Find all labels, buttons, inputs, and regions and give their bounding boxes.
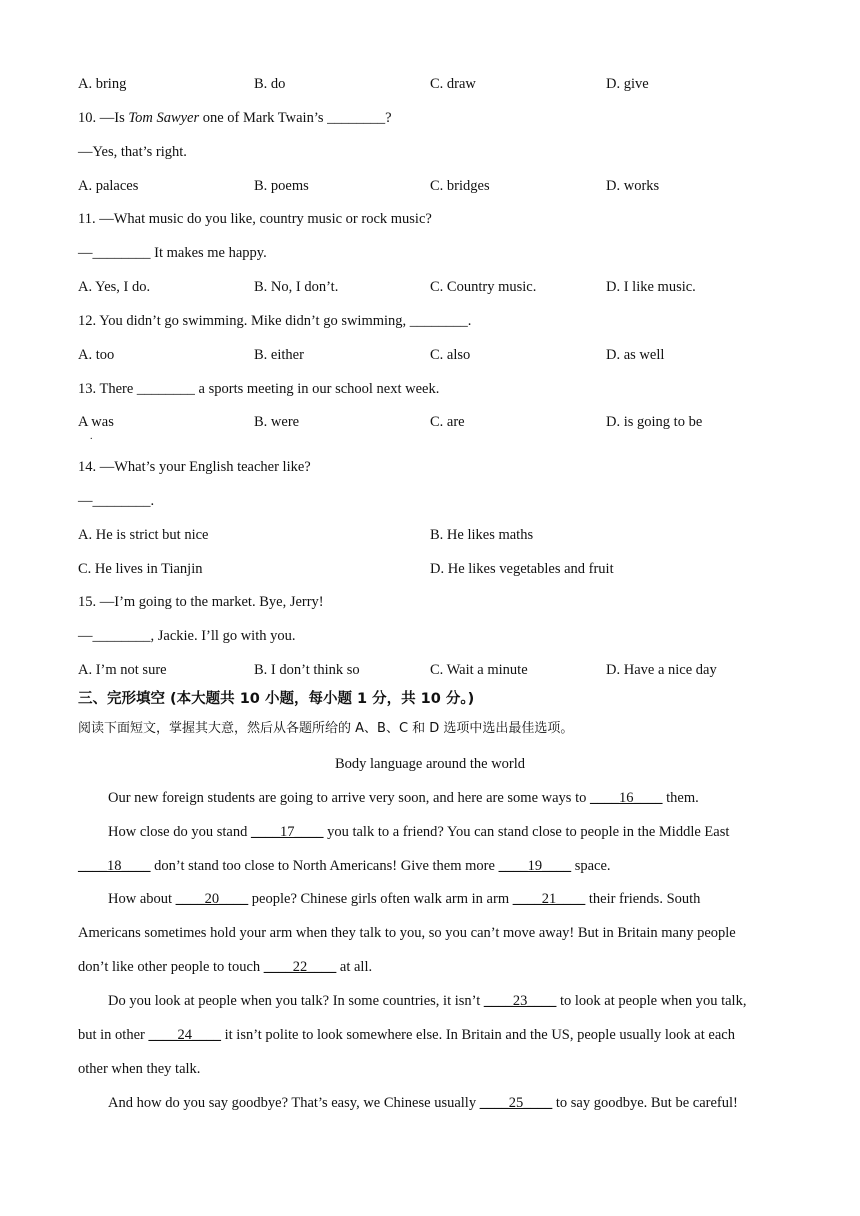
q9-option-c: C. draw bbox=[430, 76, 476, 92]
section-heading: 三、完形填空 (本大题共 10 小题，每小题 1 分，共 10 分。) bbox=[78, 691, 475, 707]
q13-question: 13. There ________ a sports meeting in our school next week. bbox=[78, 381, 440, 397]
passage-line-10: And how do you say goodbye? That’s easy, we Chinese usually ____25____ to say goodbye. But be careful! bbox=[108, 1095, 738, 1111]
q11-option-a: A. Yes, I do. bbox=[78, 279, 151, 295]
q13-option-b: B. were bbox=[254, 414, 300, 430]
blank-17: ____17____ bbox=[250, 824, 324, 840]
blank-18: ____18____ bbox=[78, 858, 151, 874]
blank-16: ____16____ bbox=[589, 790, 663, 806]
blank-24: ____24____ bbox=[148, 1027, 221, 1043]
q12-option-d: D. as well bbox=[606, 347, 665, 363]
passage-title: Body language around the world bbox=[334, 756, 526, 772]
blank-25: ____25____ bbox=[479, 1095, 553, 1111]
blank-23: ____23____ bbox=[483, 993, 557, 1009]
q9-option-d: D. give bbox=[606, 76, 649, 92]
q15-question: 15. —I’m going to the market. Bye, Jerry! bbox=[78, 594, 324, 610]
passage-line-6: don’t like other people to touch ____22____ at all. bbox=[78, 959, 373, 975]
q13-option-d: D. is going to be bbox=[606, 414, 703, 430]
section-instruction: 阅读下面短文，掌握其大意，然后从各题所给的 A、B、C 和 D 选项中选出最佳选项。 bbox=[78, 721, 574, 736]
q12-question: 12. You didn’t go swimming. Mike didn’t go swimming, ________. bbox=[78, 313, 472, 329]
blank-21: ____21____ bbox=[512, 891, 586, 907]
passage-line-5: Americans sometimes hold your arm when they talk to you, so you can’t move away! But in Britain many people bbox=[78, 925, 736, 941]
q9-option-a: A. bring bbox=[78, 76, 127, 92]
q9-option-b: B. do bbox=[254, 76, 286, 92]
q11-question: 11. —What music do you like, country music or rock music? bbox=[78, 211, 432, 227]
q11-option-d: D. I like music. bbox=[606, 279, 696, 295]
q14-reply: —________. bbox=[78, 493, 155, 509]
q15-reply: —________, Jackie. I’ll go with you. bbox=[78, 628, 296, 644]
passage-line-7: Do you look at people when you talk? In some countries, it isn’t ____23____ to look at people when you talk, bbox=[108, 993, 747, 1009]
q10-question: 10. —Is Tom Sawyer one of Mark Twain’s ________? bbox=[78, 110, 392, 126]
q10-option-d: D. works bbox=[606, 178, 660, 194]
q14-option-d: D. He likes vegetables and fruit bbox=[430, 561, 614, 577]
q12-option-b: B. either bbox=[254, 347, 304, 363]
q10-reply: —Yes, that’s right. bbox=[78, 144, 187, 160]
passage-line-3: ____18____ don’t stand too close to North Americans! Give them more ____19____ space. bbox=[78, 858, 611, 874]
blank-19: ____19____ bbox=[498, 858, 572, 874]
q11-reply: —________ It makes me happy. bbox=[78, 245, 267, 261]
q10-option-c: C. bridges bbox=[430, 178, 490, 194]
q13-option-a: A was bbox=[78, 414, 114, 430]
q14-option-b: B. He likes maths bbox=[430, 527, 534, 543]
passage-line-8: but in other ____24____ it isn’t polite to look somewhere else. In Britain and the US, people usually look at each bbox=[78, 1027, 735, 1043]
q12-option-a: A. too bbox=[78, 347, 115, 363]
q11-option-c: C. Country music. bbox=[430, 279, 537, 295]
q12-option-c: C. also bbox=[430, 347, 471, 363]
q15-option-c: C. Wait a minute bbox=[430, 662, 528, 678]
q15-option-b: B. I don’t think so bbox=[254, 662, 360, 678]
passage-line-4: How about ____20____ people? Chinese girls often walk arm in arm ____21____ their friends. South bbox=[108, 891, 701, 907]
blank-20: ____20____ bbox=[175, 891, 249, 907]
passage-line-1: Our new foreign students are going to arrive very soon, and here are some ways to ____16____ them. bbox=[108, 790, 699, 806]
q10-option-b: B. poems bbox=[254, 178, 309, 194]
q13-option-c: C. are bbox=[430, 414, 465, 430]
passage-line-9: other when they talk. bbox=[78, 1061, 201, 1077]
q11-option-b: B. No, I don’t. bbox=[254, 279, 339, 295]
q10-option-a: A. palaces bbox=[78, 178, 139, 194]
q15-option-d: D. Have a nice day bbox=[606, 662, 717, 678]
q15-option-a: A. I’m not sure bbox=[78, 662, 167, 678]
q14-option-c: C. He lives in Tianjin bbox=[78, 561, 203, 577]
q14-question: 14. —What’s your English teacher like? bbox=[78, 459, 311, 475]
q14-option-a: A. He is strict but nice bbox=[78, 527, 209, 543]
blank-22: ____22____ bbox=[263, 959, 337, 975]
q13-option-a-dot: . bbox=[90, 431, 93, 442]
passage-line-2: How close do you stand ____17____ you talk to a friend? You can stand close to people in the Middle East bbox=[108, 824, 730, 840]
